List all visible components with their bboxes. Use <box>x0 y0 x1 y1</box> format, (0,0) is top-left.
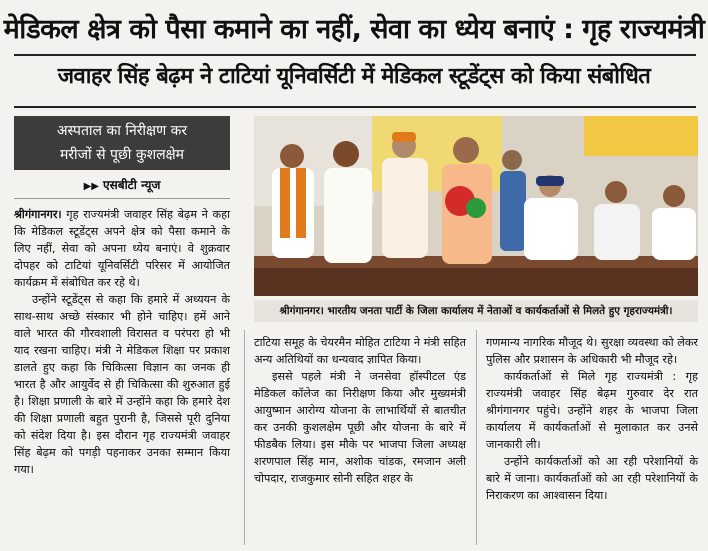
col3-paragraph-2: कार्यकर्ताओं से मिले गृह राज्यमंत्री : गृह राज्यमंत्री जवाहर सिंह बेढ़म गुरुवार देर रात श्रीगंगानगर पहुंचे। उन्होंने शहर के भाजपा जिला कार्यालय में कार्यकर्ताओं से मुलाकात कर उनसे जानकारी ली। <box>486 370 698 451</box>
arrow-icon: ▶▶ <box>83 181 99 192</box>
photo-caption <box>254 300 698 322</box>
photo-illustration <box>254 116 698 296</box>
article-column-2 <box>254 334 466 487</box>
headline: मेडिकल क्षेत्र को पैसा कमाने का नहीं, सेवा का ध्येय बनाएं : गृह राज्यमंत्री <box>3 14 705 45</box>
col3-paragraph-3: उन्होंने कार्यकर्ताओं को आ रही परेशानियों के बारे में जाना। कार्यकर्ताओं को आ रही परेशानियों के निराकरण का आश्वासन दिया। <box>486 455 698 502</box>
col2-paragraph-2: इससे पहले मंत्री ने जनसेवा हॉस्पीटल एंड मेडिकल कॉलेज का निरीक्षण किया और मुख्यमंत्री आयुष्मान आरोग्य योजना के लाभार्थियों से बातचीत कर उनकी कुशलक्षेम पूछी और योजना के बारे में फीडबैक लिया। इस मौके पर भाजपा जिला अध्यक्ष शरणपाल सिंह मान, अशोक चांडक, रमजान अली चोपदार, राजकुमार सोनी सहित शहर के <box>254 370 466 485</box>
side-headline-line1: अस्पताल का निरीक्षण कर <box>56 123 188 139</box>
side-headline-box <box>14 116 230 170</box>
subheadline-divider <box>14 106 696 108</box>
dateline: श्रीगंगानगर। <box>14 208 62 221</box>
byline-text: एसबीटी न्यूज <box>102 178 161 192</box>
side-headline-line2: मरीजों से पूछी कुशलक्षेम <box>59 147 185 163</box>
col1-p1-text: गृह राज्यमंत्री जवाहर सिंह बेढ़म ने कहा कि मेडिकल स्टूडेंट्स अपने क्षेत्र को पैसा कमाने के लिए नहीं, सेवा को अपना ध्येय बनाएं। वे शुक्रवार दोपहर को टाटियां यूनिवर्सिटी परिसर में आयोजित कार्यक्रम में संबोधित कर रहे थे। <box>14 208 230 289</box>
headline-divider <box>14 54 696 56</box>
column-divider-2 <box>476 330 477 545</box>
subheadline: जवाहर सिंह बेढ़म ने टाटियां यूनिवर्सिटी में मेडिकल स्टूडेंट्स को किया संबोधित <box>57 64 651 89</box>
byline <box>14 176 230 193</box>
col1-paragraph-1 <box>14 206 230 291</box>
caption-text: भारतीय जनता पार्टी के जिला कार्यालय में नेताओं व कार्यकर्ताओं से मिलते हुए गृहराज्यमंत्री। <box>323 305 673 317</box>
byline-divider <box>14 198 230 199</box>
col1-paragraph-2: उन्होंने स्टूडेंट्स से कहा कि हमारे में अध्ययन के साथ-साथ अच्छे संस्कार भी होने चाहिए। हमें आने वाले भारत की गौरवशाली विरासत व परंपरा हो भी याद रखना चाहिए। मंत्री ने मेडिकल शिक्षा पर प्रकाश डालते हुए कहा कि चिकित्सा विज्ञान का जनक ही भारत है और आयुर्वेद से ही चिकित्सा की शुरुआत हुई है। शिक्षा प्रणाली के बारे में उन्होंने कहा कि हमारे देश की शिक्षा प्रणाली बहुत पुरानी है, जिससे पूरी दुनिया को संदेश दिया है। इस दौरान गृह राज्यमंत्री जवाहर सिंह बेढ़म को पगड़ी पहनाकर उनका सम्मान किया गया। <box>14 293 230 476</box>
news-photo <box>254 116 698 296</box>
caption-place: श्रीगंगानगर। <box>279 305 324 317</box>
col3-paragraph-1: गणमान्य नागरिक मौजूद थे। सुरक्षा व्यवस्था को लेकर पुलिस और प्रशासन के अधिकारी भी मौजूद रहे। <box>486 336 698 366</box>
column-divider-1 <box>244 330 245 545</box>
article-column-1 <box>14 206 230 478</box>
article-column-3 <box>486 334 698 504</box>
col2-paragraph-1: टाटिया समूह के चेयरमैन मोहित टाटिया ने मंत्री सहित अन्य अतिथियों का धन्यवाद ज्ञापित किया। <box>254 336 466 366</box>
